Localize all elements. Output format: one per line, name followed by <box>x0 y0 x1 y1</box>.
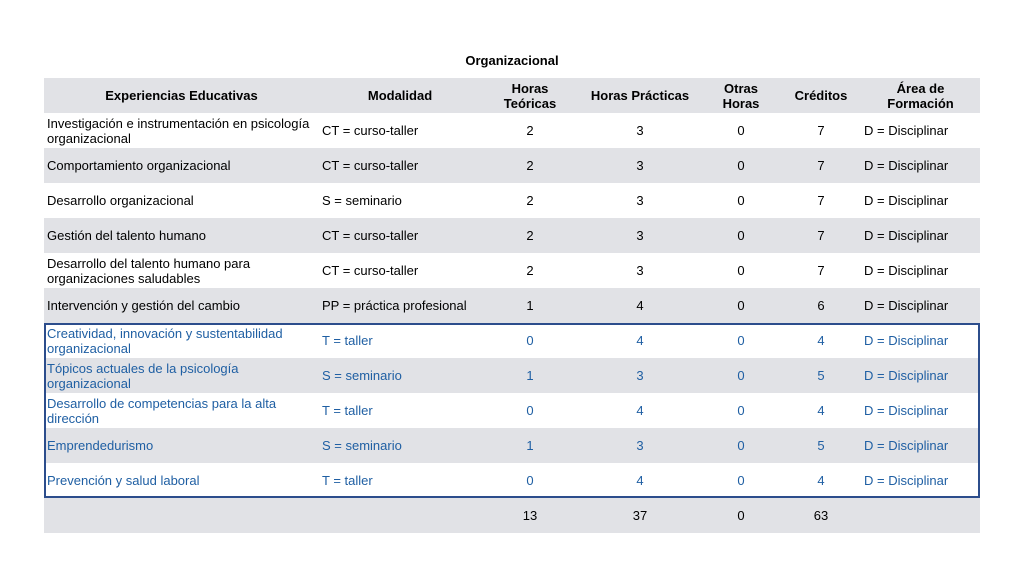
totals-empty <box>319 498 481 533</box>
horas-practicas-cell: 3 <box>579 358 701 393</box>
area-formacion-cell: D = Disciplinar <box>861 288 980 323</box>
horas-practicas-cell: 3 <box>579 148 701 183</box>
table-row <box>44 323 980 358</box>
horas-teoricas-cell: 0 <box>481 393 579 428</box>
totals-empty <box>44 498 319 533</box>
modality-cell: CT = curso-taller <box>319 253 481 288</box>
horas-teoricas-cell: 2 <box>481 218 579 253</box>
modality-cell: T = taller <box>319 323 481 358</box>
horas-teoricas-cell: 1 <box>481 358 579 393</box>
area-formacion-cell: D = Disciplinar <box>861 393 980 428</box>
course-name-cell: Desarrollo del talento humano para organizaciones saludables <box>44 253 319 288</box>
creditos-cell: 7 <box>781 253 861 288</box>
course-name-cell: Intervención y gestión del cambio <box>44 288 319 323</box>
horas-practicas-cell: 3 <box>579 253 701 288</box>
area-formacion-cell: D = Disciplinar <box>861 218 980 253</box>
horas-practicas-cell: 4 <box>579 323 701 358</box>
horas-teoricas-cell: 1 <box>481 428 579 463</box>
horas-teoricas-cell: 2 <box>481 148 579 183</box>
otras-horas-cell: 0 <box>701 323 781 358</box>
course-name-cell: Tópicos actuales de la psicología organizacional <box>44 358 319 393</box>
col-header-creditos: Créditos <box>781 78 861 113</box>
modality-cell: S = seminario <box>319 428 481 463</box>
totals-empty <box>861 498 980 533</box>
horas-teoricas-cell: 2 <box>481 253 579 288</box>
area-formacion-cell: D = Disciplinar <box>861 183 980 218</box>
modality-cell: CT = curso-taller <box>319 218 481 253</box>
otras-horas-cell: 0 <box>701 113 781 148</box>
col-header-horas-teoricas: Horas Teóricas <box>481 78 579 113</box>
modality-cell: S = seminario <box>319 358 481 393</box>
total-horas-teoricas: 13 <box>481 498 579 533</box>
table-row <box>44 113 980 148</box>
table-row <box>44 428 980 463</box>
area-formacion-cell: D = Disciplinar <box>861 463 980 498</box>
table-row <box>44 183 980 218</box>
horas-practicas-cell: 4 <box>579 393 701 428</box>
col-header-modalidad: Modalidad <box>319 78 481 113</box>
creditos-cell: 5 <box>781 428 861 463</box>
area-formacion-cell: D = Disciplinar <box>861 113 980 148</box>
horas-practicas-cell: 3 <box>579 113 701 148</box>
col-header-otras-horas: Otras Horas <box>701 78 781 113</box>
total-otras-horas: 0 <box>701 498 781 533</box>
area-formacion-cell: D = Disciplinar <box>861 323 980 358</box>
otras-horas-cell: 0 <box>701 358 781 393</box>
table-title: Organizacional <box>465 53 559 68</box>
horas-teoricas-cell: 0 <box>481 463 579 498</box>
creditos-cell: 5 <box>781 358 861 393</box>
horas-teoricas-cell: 2 <box>481 113 579 148</box>
creditos-cell: 7 <box>781 148 861 183</box>
total-creditos: 63 <box>781 498 861 533</box>
creditos-cell: 7 <box>781 218 861 253</box>
col-header-horas-practicas: Horas Prácticas <box>579 78 701 113</box>
otras-horas-cell: 0 <box>701 218 781 253</box>
otras-horas-cell: 0 <box>701 288 781 323</box>
modality-cell: S = seminario <box>319 183 481 218</box>
otras-horas-cell: 0 <box>701 463 781 498</box>
modality-cell: T = taller <box>319 463 481 498</box>
table-row <box>44 393 980 428</box>
col-header-experiencias: Experiencias Educativas <box>44 78 319 113</box>
table-row <box>44 218 980 253</box>
creditos-cell: 7 <box>781 183 861 218</box>
course-name-cell: Emprendedurismo <box>44 428 319 463</box>
horas-practicas-cell: 3 <box>579 183 701 218</box>
horas-teoricas-cell: 1 <box>481 288 579 323</box>
otras-horas-cell: 0 <box>701 183 781 218</box>
course-name-cell: Investigación e instrumentación en psicología organizacional <box>44 113 319 148</box>
horas-practicas-cell: 4 <box>579 288 701 323</box>
otras-horas-cell: 0 <box>701 393 781 428</box>
modality-cell: CT = curso-taller <box>319 113 481 148</box>
courses-table <box>44 78 980 533</box>
otras-horas-cell: 0 <box>701 148 781 183</box>
table-row <box>44 463 980 498</box>
creditos-cell: 4 <box>781 463 861 498</box>
area-formacion-cell: D = Disciplinar <box>861 253 980 288</box>
horas-practicas-cell: 3 <box>579 428 701 463</box>
table-row <box>44 288 980 323</box>
horas-practicas-cell: 3 <box>579 218 701 253</box>
area-formacion-cell: D = Disciplinar <box>861 428 980 463</box>
horas-teoricas-cell: 0 <box>481 323 579 358</box>
area-formacion-cell: D = Disciplinar <box>861 358 980 393</box>
total-horas-practicas: 37 <box>579 498 701 533</box>
otras-horas-cell: 0 <box>701 428 781 463</box>
modality-cell: PP = práctica profesional <box>319 288 481 323</box>
otras-horas-cell: 0 <box>701 253 781 288</box>
course-name-cell: Prevención y salud laboral <box>44 463 319 498</box>
horas-teoricas-cell: 2 <box>481 183 579 218</box>
col-header-area: Área de Formación <box>861 78 980 113</box>
modality-cell: T = taller <box>319 393 481 428</box>
course-name-cell: Desarrollo organizacional <box>44 183 319 218</box>
course-name-cell: Gestión del talento humano <box>44 218 319 253</box>
horas-practicas-cell: 4 <box>579 463 701 498</box>
course-name-cell: Creatividad, innovación y sustentabilidad organizacional <box>44 323 319 358</box>
modality-cell: CT = curso-taller <box>319 148 481 183</box>
table-row <box>44 358 980 393</box>
header-row <box>44 78 980 113</box>
area-formacion-cell: D = Disciplinar <box>861 148 980 183</box>
creditos-cell: 7 <box>781 113 861 148</box>
course-name-cell: Desarrollo de competencias para la alta dirección <box>44 393 319 428</box>
table-row <box>44 148 980 183</box>
course-name-cell: Comportamiento organizacional <box>44 148 319 183</box>
creditos-cell: 6 <box>781 288 861 323</box>
table-row <box>44 253 980 288</box>
creditos-cell: 4 <box>781 393 861 428</box>
creditos-cell: 4 <box>781 323 861 358</box>
totals-row <box>44 498 980 533</box>
